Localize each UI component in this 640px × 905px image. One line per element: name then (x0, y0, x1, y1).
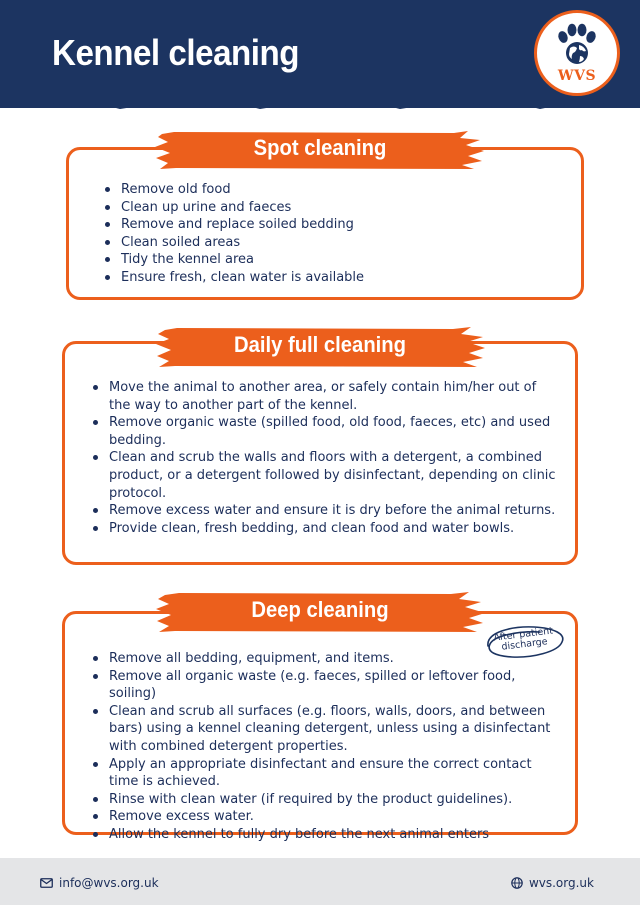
daily-cleaning-list (89, 379, 559, 537)
deep-cleaning-title: Deep cleaning (251, 597, 389, 622)
list-item: Clean up urine and faeces (101, 199, 364, 217)
list-item: Remove old food (101, 181, 364, 199)
list-item: Provide clean, fresh bedding, and clean food and water bowls. (89, 520, 559, 538)
list-item: Allow the kennel to fully dry before the next animal enters (89, 826, 559, 844)
after-discharge-note: After patient discharge (493, 625, 554, 653)
list-item: Clean and scrub all surfaces (e.g. floors, walls, doors, and between bars) using a kennel cleaning detergent, unless using a disinfectant with combined detergent properties. (89, 703, 559, 756)
list-item: Remove organic waste (spilled food, old food, faeces, etc) and used bedding. (89, 414, 559, 449)
list-item: Remove all bedding, equipment, and items. (89, 650, 559, 668)
footer-website-text[interactable]: wvs.org.uk (528, 876, 594, 890)
list-item: Rinse with clean water (if required by the product guidelines). (89, 791, 559, 809)
list-item: Remove excess water and ensure it is dry before the animal returns. (89, 502, 559, 520)
spot-cleaning-title: Spot cleaning (253, 135, 387, 160)
list-item: Remove and replace soiled bedding (101, 216, 364, 234)
spot-cleaning-list (101, 181, 364, 287)
list-item: Tidy the kennel area (101, 251, 364, 269)
page-title: Kennel cleaning (52, 32, 300, 73)
footer-email-text[interactable]: info@wvs.org.uk (59, 876, 159, 890)
list-item: Move the animal to another area, or safely contain him/her out of the way to another part of the kennel. (89, 379, 559, 414)
footer (0, 858, 640, 905)
wvs-logo (534, 10, 620, 96)
envelope-icon (40, 878, 53, 888)
list-item: Remove excess water. (89, 808, 559, 826)
list-item: Apply an appropriate disinfectant and ensure the correct contact time is achieved. (89, 756, 559, 791)
logo-text: WVS (557, 68, 597, 84)
list-item: Clean soiled areas (101, 234, 364, 252)
list-item: Ensure fresh, clean water is available (101, 269, 364, 287)
header-torn-edge (0, 96, 640, 116)
daily-cleaning-title: Daily full cleaning (233, 332, 407, 357)
footer-website[interactable] (511, 876, 594, 890)
daily-cleaning-card (62, 341, 578, 565)
deep-cleaning-list (89, 650, 559, 844)
list-item: Remove all organic waste (e.g. faeces, spilled or leftover food, soiling) (89, 668, 559, 703)
list-item: Clean and scrub the walls and floors with a detergent, a combined product, or a detergent followed by disinfectant, depending on clinic protocol. (89, 449, 559, 502)
globe-icon (511, 877, 523, 889)
footer-email[interactable] (40, 876, 159, 890)
